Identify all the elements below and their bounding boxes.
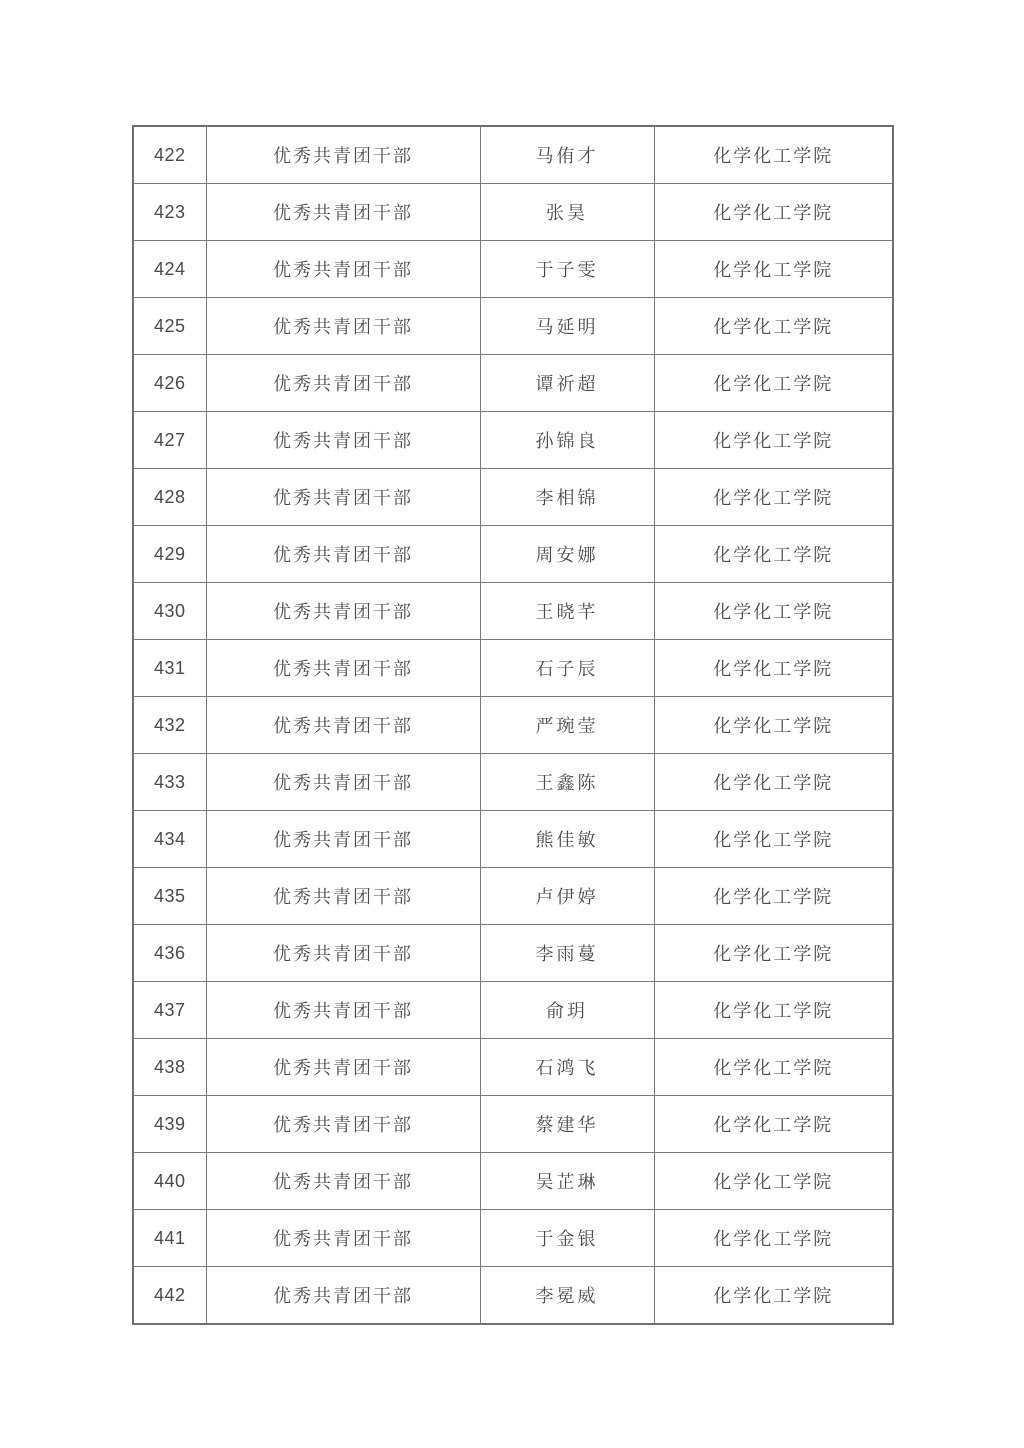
student-name: 马侑才	[480, 126, 654, 184]
college-name: 化学化工学院	[654, 982, 893, 1039]
table-row	[133, 355, 893, 412]
award-title: 优秀共青团干部	[206, 697, 480, 754]
award-title: 优秀共青团干部	[206, 298, 480, 355]
college-name: 化学化工学院	[654, 526, 893, 583]
award-title: 优秀共青团干部	[206, 241, 480, 298]
award-title: 优秀共青团干部	[206, 1210, 480, 1267]
row-number: 435	[133, 868, 206, 925]
college-name: 化学化工学院	[654, 1153, 893, 1210]
table-row	[133, 640, 893, 697]
college-name: 化学化工学院	[654, 126, 893, 184]
row-number: 428	[133, 469, 206, 526]
student-name: 俞玥	[480, 982, 654, 1039]
award-title: 优秀共青团干部	[206, 982, 480, 1039]
student-name: 于金银	[480, 1210, 654, 1267]
row-number: 427	[133, 412, 206, 469]
row-number: 437	[133, 982, 206, 1039]
student-name: 马延明	[480, 298, 654, 355]
row-number: 426	[133, 355, 206, 412]
college-name: 化学化工学院	[654, 469, 893, 526]
college-name: 化学化工学院	[654, 1210, 893, 1267]
table-row	[133, 1153, 893, 1210]
student-name: 于子雯	[480, 241, 654, 298]
table-row	[133, 1210, 893, 1267]
award-title: 优秀共青团干部	[206, 1267, 480, 1325]
college-name: 化学化工学院	[654, 754, 893, 811]
awards-table	[132, 125, 894, 1325]
award-title: 优秀共青团干部	[206, 184, 480, 241]
row-number: 431	[133, 640, 206, 697]
student-name: 李雨蔓	[480, 925, 654, 982]
table-row	[133, 1096, 893, 1153]
row-number: 433	[133, 754, 206, 811]
student-name: 周安娜	[480, 526, 654, 583]
college-name: 化学化工学院	[654, 1267, 893, 1325]
table-row	[133, 1267, 893, 1325]
table-row	[133, 925, 893, 982]
college-name: 化学化工学院	[654, 184, 893, 241]
row-number: 423	[133, 184, 206, 241]
table-row	[133, 412, 893, 469]
student-name: 石鸿飞	[480, 1039, 654, 1096]
table-row	[133, 526, 893, 583]
student-name: 石子辰	[480, 640, 654, 697]
table-row	[133, 469, 893, 526]
table-row	[133, 754, 893, 811]
student-name: 严琬莹	[480, 697, 654, 754]
college-name: 化学化工学院	[654, 355, 893, 412]
award-title: 优秀共青团干部	[206, 355, 480, 412]
table-row	[133, 126, 893, 184]
row-number: 442	[133, 1267, 206, 1325]
college-name: 化学化工学院	[654, 298, 893, 355]
student-name: 谭祈超	[480, 355, 654, 412]
award-title: 优秀共青团干部	[206, 754, 480, 811]
college-name: 化学化工学院	[654, 583, 893, 640]
row-number: 422	[133, 126, 206, 184]
college-name: 化学化工学院	[654, 640, 893, 697]
award-title: 优秀共青团干部	[206, 412, 480, 469]
award-title: 优秀共青团干部	[206, 811, 480, 868]
student-name: 李冕威	[480, 1267, 654, 1325]
award-title: 优秀共青团干部	[206, 868, 480, 925]
row-number: 432	[133, 697, 206, 754]
row-number: 436	[133, 925, 206, 982]
row-number: 424	[133, 241, 206, 298]
student-name: 张昊	[480, 184, 654, 241]
table-row	[133, 811, 893, 868]
student-name: 蔡建华	[480, 1096, 654, 1153]
college-name: 化学化工学院	[654, 1096, 893, 1153]
row-number: 440	[133, 1153, 206, 1210]
student-name: 吴芷琳	[480, 1153, 654, 1210]
award-title: 优秀共青团干部	[206, 583, 480, 640]
table-row	[133, 1039, 893, 1096]
student-name: 王晓芊	[480, 583, 654, 640]
table-row	[133, 697, 893, 754]
college-name: 化学化工学院	[654, 1039, 893, 1096]
row-number: 434	[133, 811, 206, 868]
awards-table-body	[133, 126, 893, 1324]
row-number: 430	[133, 583, 206, 640]
college-name: 化学化工学院	[654, 925, 893, 982]
college-name: 化学化工学院	[654, 241, 893, 298]
student-name: 卢伊婷	[480, 868, 654, 925]
college-name: 化学化工学院	[654, 868, 893, 925]
student-name: 李相锦	[480, 469, 654, 526]
row-number: 441	[133, 1210, 206, 1267]
award-title: 优秀共青团干部	[206, 1153, 480, 1210]
award-title: 优秀共青团干部	[206, 126, 480, 184]
award-title: 优秀共青团干部	[206, 1039, 480, 1096]
table-row	[133, 184, 893, 241]
award-title: 优秀共青团干部	[206, 1096, 480, 1153]
college-name: 化学化工学院	[654, 811, 893, 868]
table-row	[133, 982, 893, 1039]
row-number: 429	[133, 526, 206, 583]
table-row	[133, 868, 893, 925]
college-name: 化学化工学院	[654, 412, 893, 469]
row-number: 438	[133, 1039, 206, 1096]
award-title: 优秀共青团干部	[206, 925, 480, 982]
student-name: 熊佳敏	[480, 811, 654, 868]
college-name: 化学化工学院	[654, 697, 893, 754]
table-row	[133, 583, 893, 640]
table-row	[133, 241, 893, 298]
award-title: 优秀共青团干部	[206, 526, 480, 583]
award-title: 优秀共青团干部	[206, 640, 480, 697]
award-title: 优秀共青团干部	[206, 469, 480, 526]
row-number: 439	[133, 1096, 206, 1153]
row-number: 425	[133, 298, 206, 355]
student-name: 孙锦良	[480, 412, 654, 469]
student-name: 王鑫陈	[480, 754, 654, 811]
table-row	[133, 298, 893, 355]
